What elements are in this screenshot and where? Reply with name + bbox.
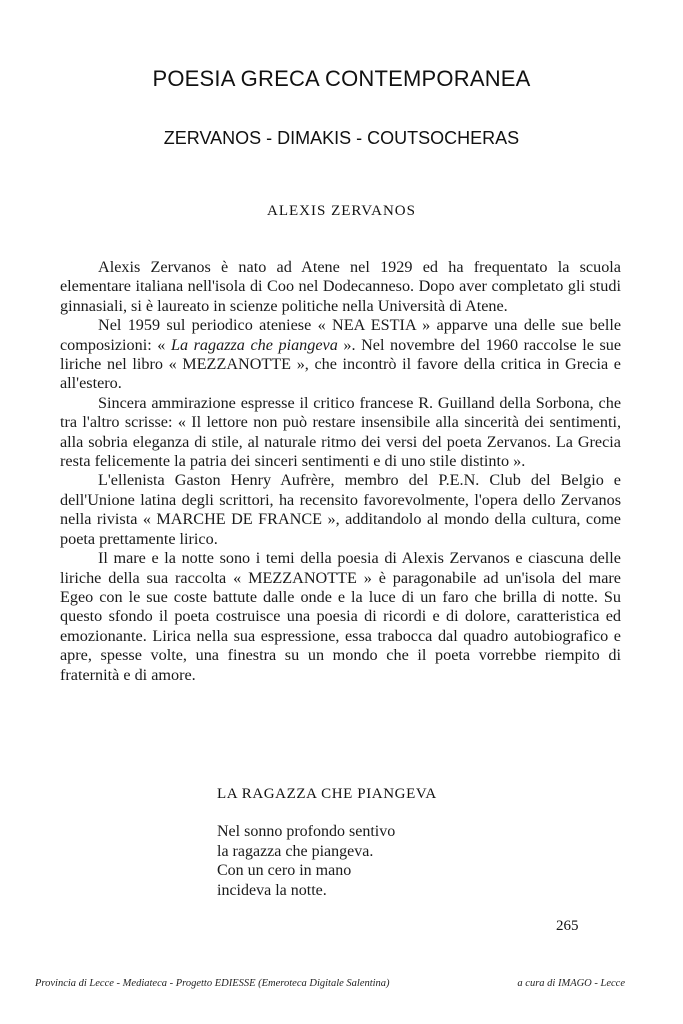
poem-verses [217, 822, 395, 900]
poem-line: incideva la notte. [217, 881, 327, 899]
quoted-poem-title: La ragazza che piangeva [170, 335, 338, 354]
page-number: 265 [556, 918, 579, 934]
poem-title: LA RAGAZZA CHE PIANGEVA [217, 786, 437, 802]
paragraph: Nel 1959 sul periodico ateniese « NEA ESTIA » apparve una delle sue belle composizioni: « La ragazza che piangeva ». Nel novembre del 1960 raccolse le sue liriche nel libro « MEZZANOTTE », che incontrò il favore della critica in Grecia e all'estero. [60, 316, 622, 393]
poem-line: la ragazza che piangeva. [217, 842, 374, 860]
page-title: POESIA GRECA CONTEMPORANEA [152, 66, 531, 91]
paragraph: Sincera ammirazione espresse il critico francese R. Guilland della Sorbona, che tra l'altro scrisse: « Il lettore non può restare insensibile alla sincerità dei sentimenti, alla sobria eleganza di stile, al naturale ritmo dei versi del poeta Zervanos. La Grecia resta felicemente la patria dei sinceri sentimenti e di uno stile distinto ». [60, 393, 621, 471]
poem-line: Con un cero in mano [217, 862, 352, 879]
author-heading: ALEXIS ZERVANOS [267, 203, 416, 219]
article-body [60, 258, 621, 685]
page-subtitle: ZERVANOS - DIMAKIS - COUTSOCHERAS [163, 128, 520, 148]
poem-line: Nel sonno profondo sentivo [217, 823, 396, 840]
footer-credit-left: Provincia di Lecce - Mediateca - Progetto EDIESSE (Emeroteca Digitale Salentina) [35, 978, 390, 989]
footer-credit-right: a cura di IMAGO - Lecce [517, 978, 625, 989]
paragraph: Il mare e la notte sono i temi della poesia di Alexis Zervanos e ciascuna delle liriche della sua raccolta « MEZZANOTTE » è paragonabile ad un'isola del mare Egeo con le sue coste battute dalle onde e la luce di un faro che brilla di notte. Su questo sfondo il poeta costruisce una poesia di ricordi e di dolore, caratteristica ed emozionante. Lirica nella sua espressione, essa trabocca dal quadro autobiografico e apre, spesse volte, una finestra su un mondo che il poeta vorrebbe riempito di fraternità e di amore. [60, 549, 621, 684]
paragraph: Alexis Zervanos è nato ad Atene nel 1929 ed ha frequentato la scuola elementare italiana nell'isola di Coo nel Dodecanneso. Dopo aver completato gli studi ginnasiali, si è laureato in scienze politiche nella Università di Atene. [60, 258, 621, 315]
paragraph: L'ellenista Gaston Henry Aufrère, membro del P.E.N. Club del Belgio e dell'Unione latina degli scrittori, ha recensito favorevolmente, l'opera dello Zervanos nella rivista « MARCHE DE FRANCE », additandolo al mondo della cultura, come poeta prettamente lirico. [60, 471, 621, 548]
